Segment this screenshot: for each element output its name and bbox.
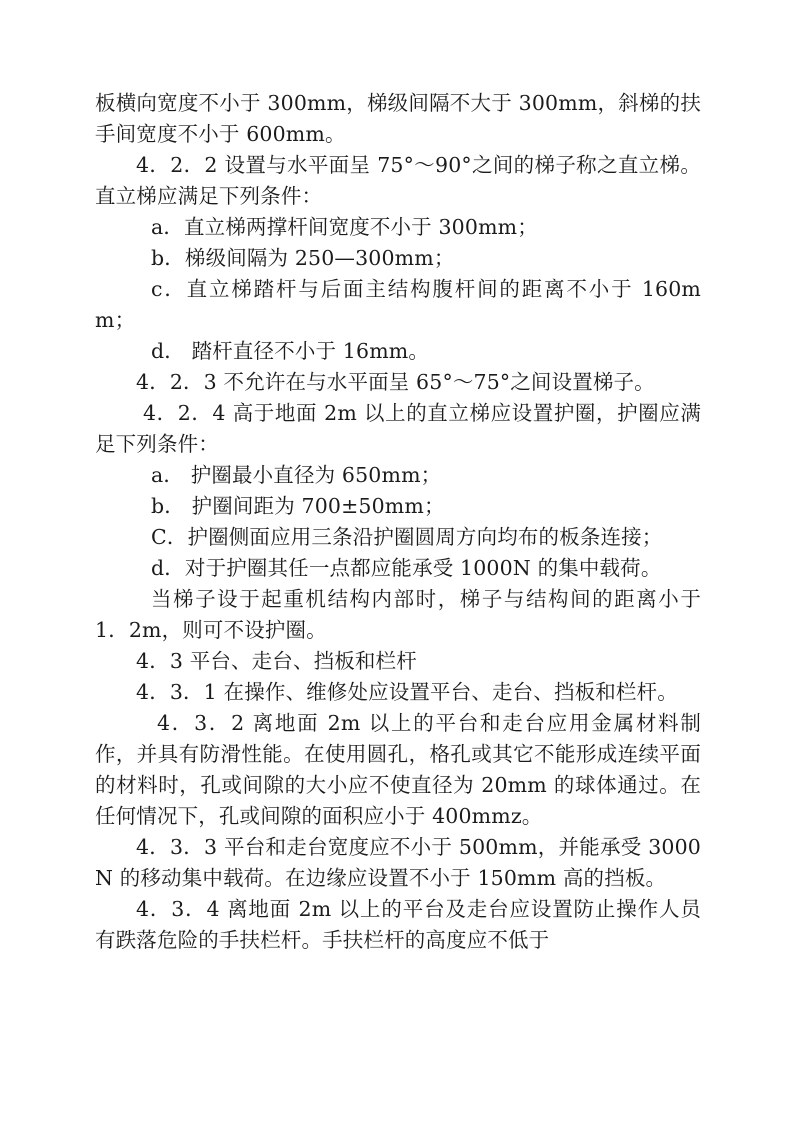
p-4-2-4: 4．2．4 高于地面 2m 以上的直立梯应设置护圈，护圈应满足下列条件：: [95, 401, 701, 456]
p-continuation-ladder-width: 板横向宽度不小于 300mm，梯级间隔不大于 300mm，斜梯的扶手间宽度不小于 600mm。: [95, 91, 701, 146]
p-4-3-2: 4．3．2 离地面 2m 以上的平台和走台应用金属材料制作，并具有防滑性能。在使用圆孔，格孔或其它不能形成连续平面的材料时，孔或间隙的大小应不使直径为 20mm 的球体通过。在任何情况下，孔或间隙的面积应小于 400mmz。: [95, 711, 701, 828]
p-4-3-4: 4．3．4 离地面 2m 以上的平台及走台应设置防止操作人员有跌落危险的手扶栏杆。手扶栏杆的高度应不低于: [95, 897, 701, 952]
p-4-2-3: 4．2．3 不允许在与水平面呈 65°～75°之间设置梯子。: [136, 370, 655, 394]
p-4-3-3: 4．3．3 平台和走台宽度应不小于 500mm，并能承受 3000N 的移动集中载荷。在边缘应设置不小于 150mm 高的挡板。: [95, 835, 701, 890]
p-4-2-2-d: d． 踏杆直径不小于 16mm。: [151, 339, 430, 363]
p-4-3: 4．3 平台、走台、挡板和栏杆: [136, 649, 417, 673]
p-4-2-2-c: c．直立梯踏杆与后面主结构腹杆间的距离不小于 160mm；: [95, 277, 701, 332]
p-4-2-2-a: a．直立梯两撑杆间宽度不小于 300mm；: [151, 215, 538, 239]
p-4-2-4-c: C．护圈侧面应用三条沿护圈圆周方向均布的板条连接；: [151, 525, 663, 549]
p-ladder-inside-structure: 当梯子设于起重机结构内部时，梯子与结构间的距离小于 1．2m，则可不设护圈。: [95, 587, 701, 642]
p-4-3-1: 4．3．1 在操作、维修处应设置平台、走台、挡板和栏杆。: [136, 680, 678, 704]
p-4-2-4-b: b． 护圈间距为 700±50mm；: [151, 494, 445, 518]
p-4-2-2-b: b．梯级间隔为 250—300mm；: [151, 246, 455, 270]
p-4-2-4-a: a． 护圈最小直径为 650mm；: [151, 463, 442, 487]
document-text-body: [95, 88, 701, 956]
p-4-2-2: 4．2．2 设置与水平面呈 75°～90°之间的梯子称之直立梯。直立梯应满足下列条件：: [95, 153, 701, 208]
p-4-2-4-d: d．对于护圈其任一点都应能承受 1000N 的集中载荷。: [151, 556, 662, 580]
